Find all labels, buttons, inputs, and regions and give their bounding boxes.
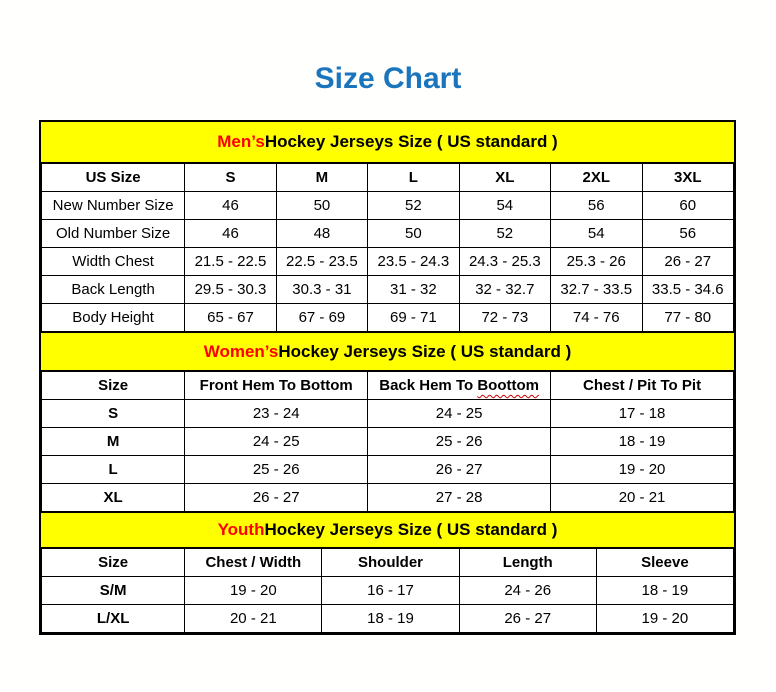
column-header: M <box>276 164 367 192</box>
womens-size-section <box>41 332 734 512</box>
cell: 20 - 21 <box>185 605 322 633</box>
row-label: S <box>42 400 185 428</box>
cell: 46 <box>185 192 276 220</box>
row-label: New Number Size <box>42 192 185 220</box>
cell: 72 - 73 <box>459 304 550 332</box>
table-row <box>42 577 734 605</box>
table-row <box>42 220 734 248</box>
row-label: L <box>42 456 185 484</box>
cell: 67 - 69 <box>276 304 367 332</box>
cell: 23 - 24 <box>185 400 368 428</box>
column-header: L <box>368 164 459 192</box>
cell: 46 <box>185 220 276 248</box>
table-row <box>42 304 734 332</box>
cell: 74 - 76 <box>551 304 642 332</box>
table-row <box>42 605 734 633</box>
mens-section-header <box>41 122 734 163</box>
row-label: Width Chest <box>42 248 185 276</box>
cell: 29.5 - 30.3 <box>185 276 276 304</box>
cell: 52 <box>459 220 550 248</box>
cell: 56 <box>642 220 734 248</box>
column-header: US Size <box>42 164 185 192</box>
cell: 22.5 - 23.5 <box>276 248 367 276</box>
cell: 25 - 26 <box>185 456 368 484</box>
column-header: Chest / Width <box>185 549 322 577</box>
column-header: Sleeve <box>596 549 733 577</box>
column-header: Length <box>459 549 596 577</box>
cell: 56 <box>551 192 642 220</box>
cell: 77 - 80 <box>642 304 734 332</box>
cell: 24 - 25 <box>368 400 551 428</box>
section-title-label: Hockey Jerseys Size ( US standard ) <box>264 132 558 151</box>
column-header: Size <box>42 372 185 400</box>
cell: 31 - 32 <box>368 276 459 304</box>
cell: 32.7 - 33.5 <box>551 276 642 304</box>
womens-size-table <box>41 371 734 512</box>
cell: 48 <box>276 220 367 248</box>
size-chart <box>39 120 736 635</box>
row-label: Body Height <box>42 304 185 332</box>
table-row <box>42 400 734 428</box>
header-row <box>42 549 734 577</box>
cell: 65 - 67 <box>185 304 276 332</box>
cell: 60 <box>642 192 734 220</box>
row-label: S/M <box>42 577 185 605</box>
table-row <box>42 192 734 220</box>
cell: 18 - 19 <box>322 605 459 633</box>
column-header-misspelled: Back Hem To Boottom <box>368 372 551 400</box>
cell: 20 - 21 <box>551 484 734 512</box>
row-label: Back Length <box>42 276 185 304</box>
misspelled-word: Boottom <box>477 377 539 394</box>
table-row <box>42 248 734 276</box>
column-header: Chest / Pit To Pit <box>551 372 734 400</box>
youth-size-table <box>41 548 734 633</box>
column-header: Shoulder <box>322 549 459 577</box>
cell: 18 - 19 <box>596 577 733 605</box>
column-header: Front Hem To Bottom <box>185 372 368 400</box>
column-header: 3XL <box>642 164 734 192</box>
cell: 33.5 - 34.6 <box>642 276 734 304</box>
section-accent-label: Men’s <box>217 132 265 151</box>
cell: 26 - 27 <box>459 605 596 633</box>
cell: 26 - 27 <box>642 248 734 276</box>
table-row <box>42 456 734 484</box>
cell: 17 - 18 <box>551 400 734 428</box>
table-row <box>42 276 734 304</box>
cell: 69 - 71 <box>368 304 459 332</box>
cell: 50 <box>368 220 459 248</box>
cell: 25.3 - 26 <box>551 248 642 276</box>
mens-size-table <box>41 163 734 332</box>
youth-size-section <box>41 512 734 633</box>
cell: 27 - 28 <box>368 484 551 512</box>
cell: 24.3 - 25.3 <box>459 248 550 276</box>
cell: 26 - 27 <box>185 484 368 512</box>
section-accent-label: Youth <box>217 520 265 539</box>
column-header: Size <box>42 549 185 577</box>
section-title-label: Hockey Jerseys Size ( US standard ) <box>278 341 572 361</box>
row-label: Old Number Size <box>42 220 185 248</box>
cell: 25 - 26 <box>368 428 551 456</box>
table-row <box>42 484 734 512</box>
header-row <box>42 372 734 400</box>
section-title-label: Hockey Jerseys Size ( US standard ) <box>264 520 558 539</box>
cell: 19 - 20 <box>185 577 322 605</box>
header-row <box>42 164 734 192</box>
cell: 18 - 19 <box>551 428 734 456</box>
row-label: L/XL <box>42 605 185 633</box>
cell: 16 - 17 <box>322 577 459 605</box>
cell: 30.3 - 31 <box>276 276 367 304</box>
cell: 19 - 20 <box>596 605 733 633</box>
cell: 50 <box>276 192 367 220</box>
section-accent-label: Women’s <box>203 341 279 361</box>
cell: 19 - 20 <box>551 456 734 484</box>
youth-section-header <box>41 512 734 548</box>
cell: 24 - 26 <box>459 577 596 605</box>
column-header: S <box>185 164 276 192</box>
cell: 52 <box>368 192 459 220</box>
table-row <box>42 428 734 456</box>
cell: 23.5 - 24.3 <box>368 248 459 276</box>
page-title: Size Chart <box>314 62 462 95</box>
cell: 32 - 32.7 <box>459 276 550 304</box>
cell: 54 <box>459 192 550 220</box>
mens-size-section <box>41 122 734 332</box>
column-header: XL <box>459 164 550 192</box>
cell: 24 - 25 <box>185 428 368 456</box>
column-header: 2XL <box>551 164 642 192</box>
row-label: M <box>42 428 185 456</box>
row-label: XL <box>42 484 185 512</box>
cell: 54 <box>551 220 642 248</box>
womens-section-header <box>41 332 734 371</box>
cell: 26 - 27 <box>368 456 551 484</box>
cell: 21.5 - 22.5 <box>185 248 276 276</box>
